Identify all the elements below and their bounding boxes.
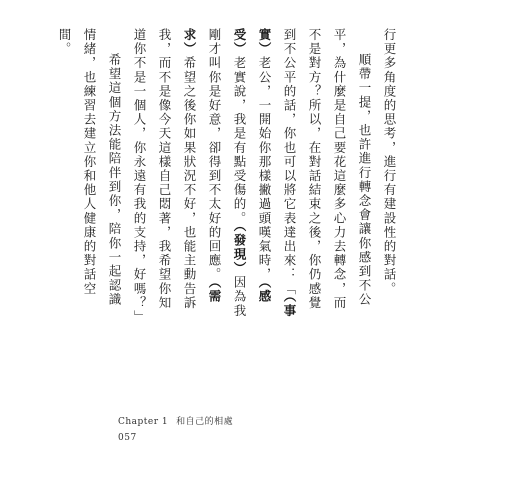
chapter-heading (118, 414, 241, 427)
paragraph-1 (377, 28, 402, 318)
chapter-title: 和自己的相處 (176, 417, 234, 427)
paragraph-2-text-5: 希望之後你如果狀況不好，也能主動告訴我，而不是像今天這樣自己悶著，我希望你知道你不是一個人，你永遠有我的支持，好嗎？」 (132, 28, 197, 325)
chapter-label: Chapter 1 (118, 417, 169, 427)
page-footer (118, 414, 241, 443)
label-discovery: （發現） (232, 225, 247, 276)
paragraph-1-text: 行更多角度的思考，進行有建設性的對話。 (382, 28, 397, 296)
label-fact: （事實） (257, 28, 297, 318)
page-number: 057 (118, 433, 137, 443)
paragraph-3 (52, 28, 127, 318)
body-text (57, 28, 402, 325)
paragraph-2-text-1: 順帶一提，也許進行轉念會讓你感到不公平，為什麼是自己要花這麼多心力去轉念，而不是對方？所以，在對話結束之後，你仍感覺到不公平的話，你也可以將它表達出來：「 (282, 28, 372, 310)
label-need: （需求） (182, 28, 222, 304)
paragraph-2 (127, 28, 377, 325)
label-feeling: （感受） (232, 28, 272, 304)
paragraph-2-text-3: 老實說，我是有點受傷的。 (232, 56, 247, 226)
paragraph-2-text-4: 因為我剛才叫你是好意，卻得到不太好的回應。 (207, 28, 247, 318)
paragraph-2-text-2: 老公，一開始你那樣撇過頭嘆氣時， (257, 56, 272, 282)
paragraph-3-text: 希望這個方法能陪伴到你，陪你一起認識情緒，也練習去建立你和他人健康的對話空間。 (57, 28, 122, 307)
